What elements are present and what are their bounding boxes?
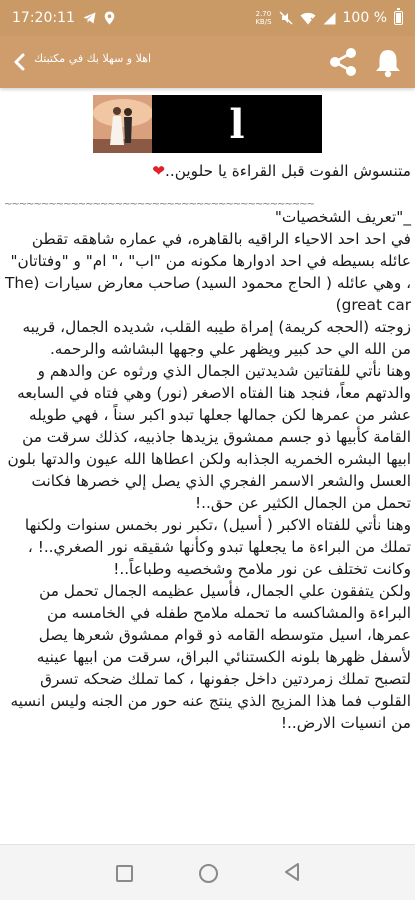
battery-level: 100 % (342, 10, 387, 26)
location-icon (104, 11, 115, 25)
story-paragraph: وهنا نأتي للفتاه الاكبر ( أسيل) ،تكبر نور بخمس سنوات ولكنها تملك من البراءة ما يجعلها تبدو وكأنها شقيقه نور الصغري..! ، وكانت تختلف عن نور ملامح وشخصيه وطباعاً..! (24, 516, 411, 578)
page-title: اهلا و سهلا بك في مكتبتك (34, 52, 152, 65)
share-icon[interactable] (325, 44, 361, 80)
recents-button[interactable] (116, 865, 133, 882)
mute-icon (279, 11, 293, 25)
chevron-left-icon[interactable] (6, 48, 34, 76)
couple-image (93, 95, 152, 153)
app-bar (0, 36, 415, 88)
story-paragraph: زوجته (الحجه كريمة) إمراة طيبه القلب، شديده الجمال، قريبه من الله الي حد كبير ويظهر علي وجهها البشاشه والرحمه. (22, 318, 411, 358)
bell-icon[interactable] (370, 45, 406, 81)
chapter-banner (93, 95, 322, 153)
story-paragraph: في احد احد الاحياء الراقيه بالقاهره، في عماره شاهقه تقطن عائله بسيطه في احد ادوارها مكونه من "اب" ،" ام" و "وفتاتان" ، وهي عائله ( الحاج محمود السيد) صاحب معارض سيارات (The great car) (5, 230, 411, 314)
story-paragraph: وهنا نأتي للفتاتين شديدتين الجمال الذي ورثوه عن والدهم و والدتهم معاً، فنجد هنا الفتاه الاصغر (نور) وهي فتاه في السابعه عشر من عمرها لكن جمالها جعلها تبدو اكبر سناً ، فهي طويله القامة كأبيها ذو جسم ممشوق يزيدها جاذبيه، كذلك سرقت من ابيها البشره الخمريه الجذابه ولكن اعطاها الله عيون والدتها بلون العسل والشعر الاسمر الفجري الذي يصل إلي خصرها فكانت تحمل من الجمال الكثير عن حق..! (7, 362, 411, 512)
section-title: _"تعريف الشخصيات" (274, 208, 411, 226)
telegram-icon (83, 12, 96, 24)
heart-icon: ❤ (152, 162, 166, 180)
battery-icon (394, 11, 403, 25)
couple-photo (93, 95, 152, 153)
banner-logo: l (152, 95, 322, 153)
status-time: 17:20:11 (12, 10, 75, 26)
signal-icon (323, 12, 336, 25)
home-button[interactable] (199, 864, 218, 883)
story-paragraph: ولكن يتفقون علي الجمال، فأسيل عظيمه الجمال تحمل من البراءة والمشاكسه ما تحمله ملامح طفله في الخامسه من عمرها، اسيل متوسطه القامه ذو قوام ممشوق شعرها يصل لأسفل ظهرها بلونه الكستنائي البراق، سرقت من ابيها عينيه لتصبح تملك زمردتين داخل جفونها ، كما تملك ضحكه تسرق القلوب فما هذا المزيج الذي ينتج عنه حور من الجنه وليس انسيه من انسيات الارض..! (10, 582, 411, 732)
status-bar (0, 0, 415, 36)
text-divider: ~~~~~~~~~~~~~~~~~~~~~~~~~~~~~~~~~~~~~~~~~~ (4, 199, 314, 206)
back-triangle-icon[interactable] (283, 862, 301, 882)
network-speed: 2.70 KB/S (255, 10, 272, 26)
wifi-icon (300, 12, 316, 25)
story-content (4, 160, 411, 734)
system-nav-bar (0, 844, 415, 900)
intro-line: متنسوش الفوت قبل القراءة يا حلوين..❤ (152, 162, 411, 180)
